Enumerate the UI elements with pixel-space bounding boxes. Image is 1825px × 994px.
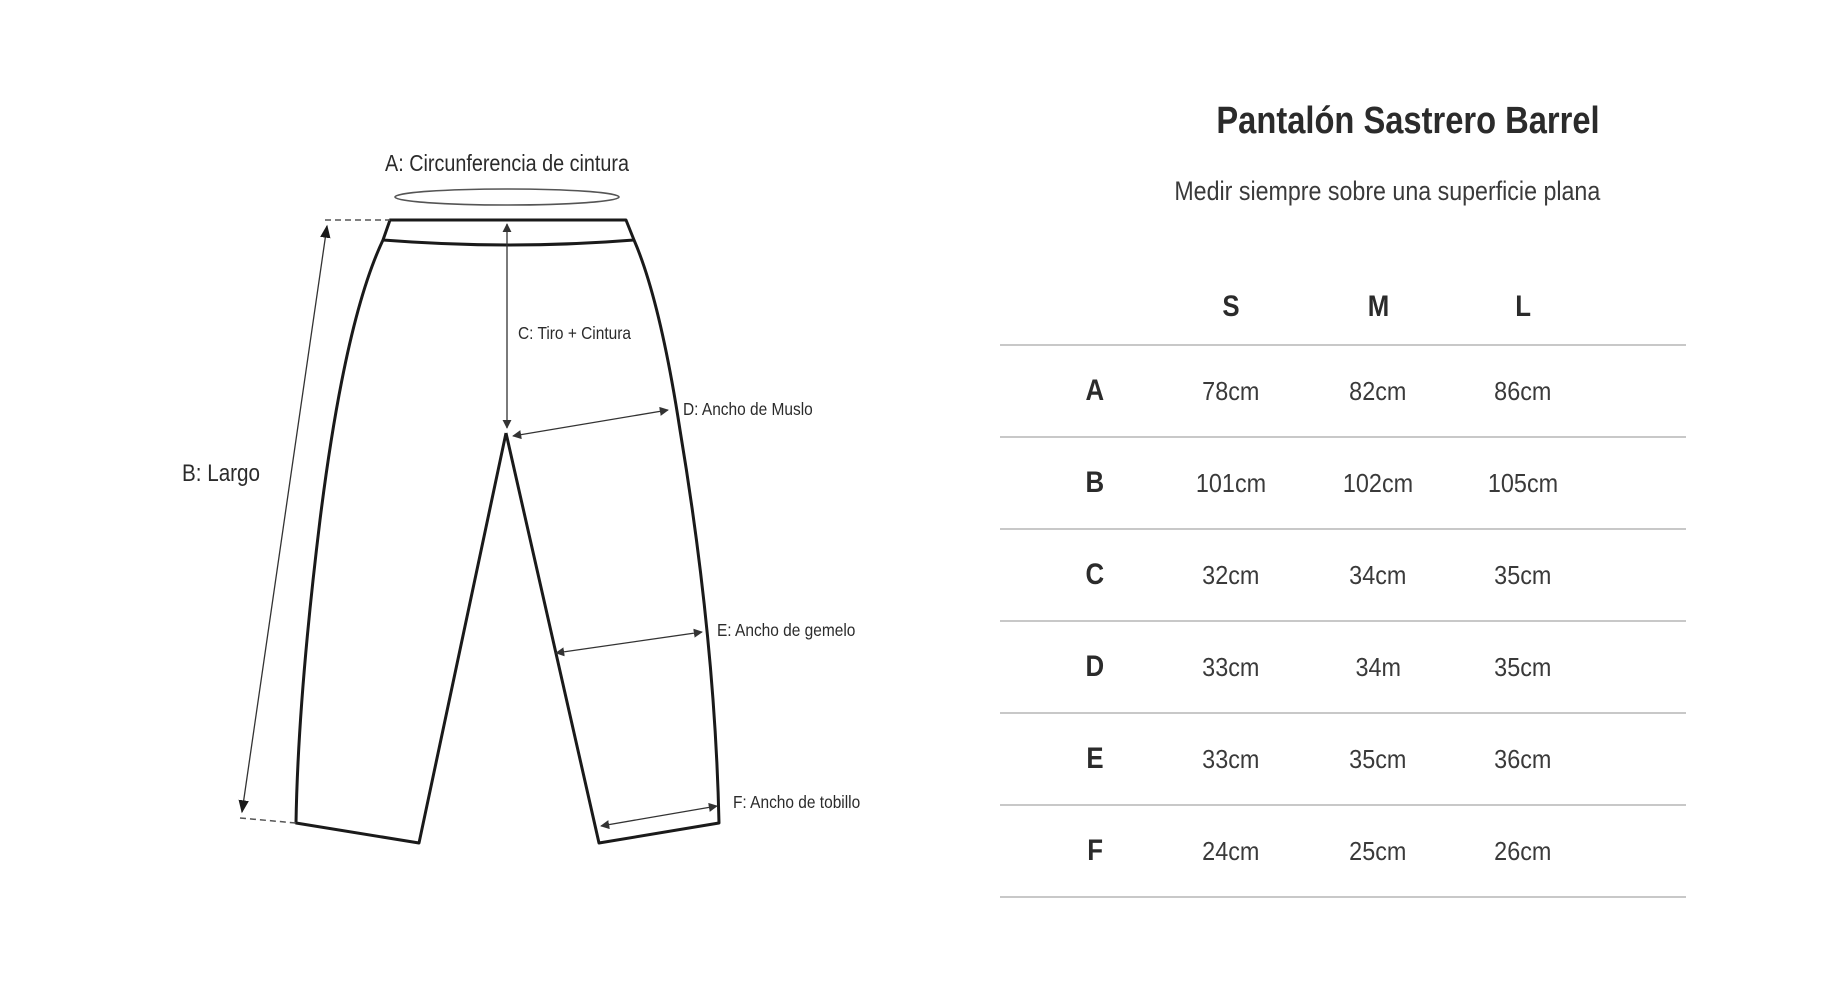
row-label: A [1085,374,1105,407]
size-header-s: S [1222,290,1240,323]
value-l: 26cm [1494,835,1552,866]
value-m: 35cm [1349,743,1407,774]
measure-instruction: Medir siempre sobre una superficie plana [1174,176,1600,206]
size-header-row [1000,270,1686,346]
table-row [1000,438,1686,530]
size-table [1000,270,1825,898]
value-m: 102cm [1342,467,1414,498]
product-title: Pantalón Sastrero Barrel [1216,100,1600,142]
thigh-measure [513,410,668,436]
size-chart-panel [1000,0,1825,994]
value-s: 78cm [1202,375,1260,406]
label-length: B: Largo [181,459,261,487]
label-thigh: D: Ancho de Muslo [682,398,813,420]
value-l: 105cm [1487,467,1559,498]
value-s: 24cm [1202,835,1260,866]
value-s: 33cm [1202,743,1260,774]
value-s: 33cm [1202,651,1260,682]
label-waist: A: Circunferencia de cintura [385,150,629,177]
row-label: B [1085,466,1105,499]
value-l: 35cm [1494,651,1552,682]
table-row [1000,530,1686,622]
calf-measure [556,632,702,653]
value-s: 32cm [1202,559,1260,590]
value-m: 34cm [1349,559,1407,590]
row-label: F [1087,834,1103,867]
label-ankle: F: Ancho de tobillo [732,791,861,813]
value-l: 36cm [1494,743,1552,774]
table-row [1000,714,1686,806]
size-header-m: M [1367,290,1389,323]
value-s: 101cm [1195,467,1267,498]
table-row [1000,346,1686,438]
length-measure [240,220,390,823]
value-l: 86cm [1494,375,1552,406]
row-label: D [1085,650,1105,683]
row-label: E [1086,742,1104,775]
value-l: 35cm [1494,559,1552,590]
size-header-l: L [1515,290,1531,323]
label-rise: C: Tiro + Cintura [518,322,631,344]
value-m: 25cm [1349,835,1407,866]
value-m: 34m [1355,651,1401,682]
table-row [1000,806,1686,898]
table-row [1000,622,1686,714]
waist-circumference-ellipse [395,189,619,205]
ankle-measure [601,806,717,826]
row-label: C [1085,558,1105,591]
label-calf: E: Ancho de gemelo [717,619,856,641]
value-m: 82cm [1349,375,1407,406]
